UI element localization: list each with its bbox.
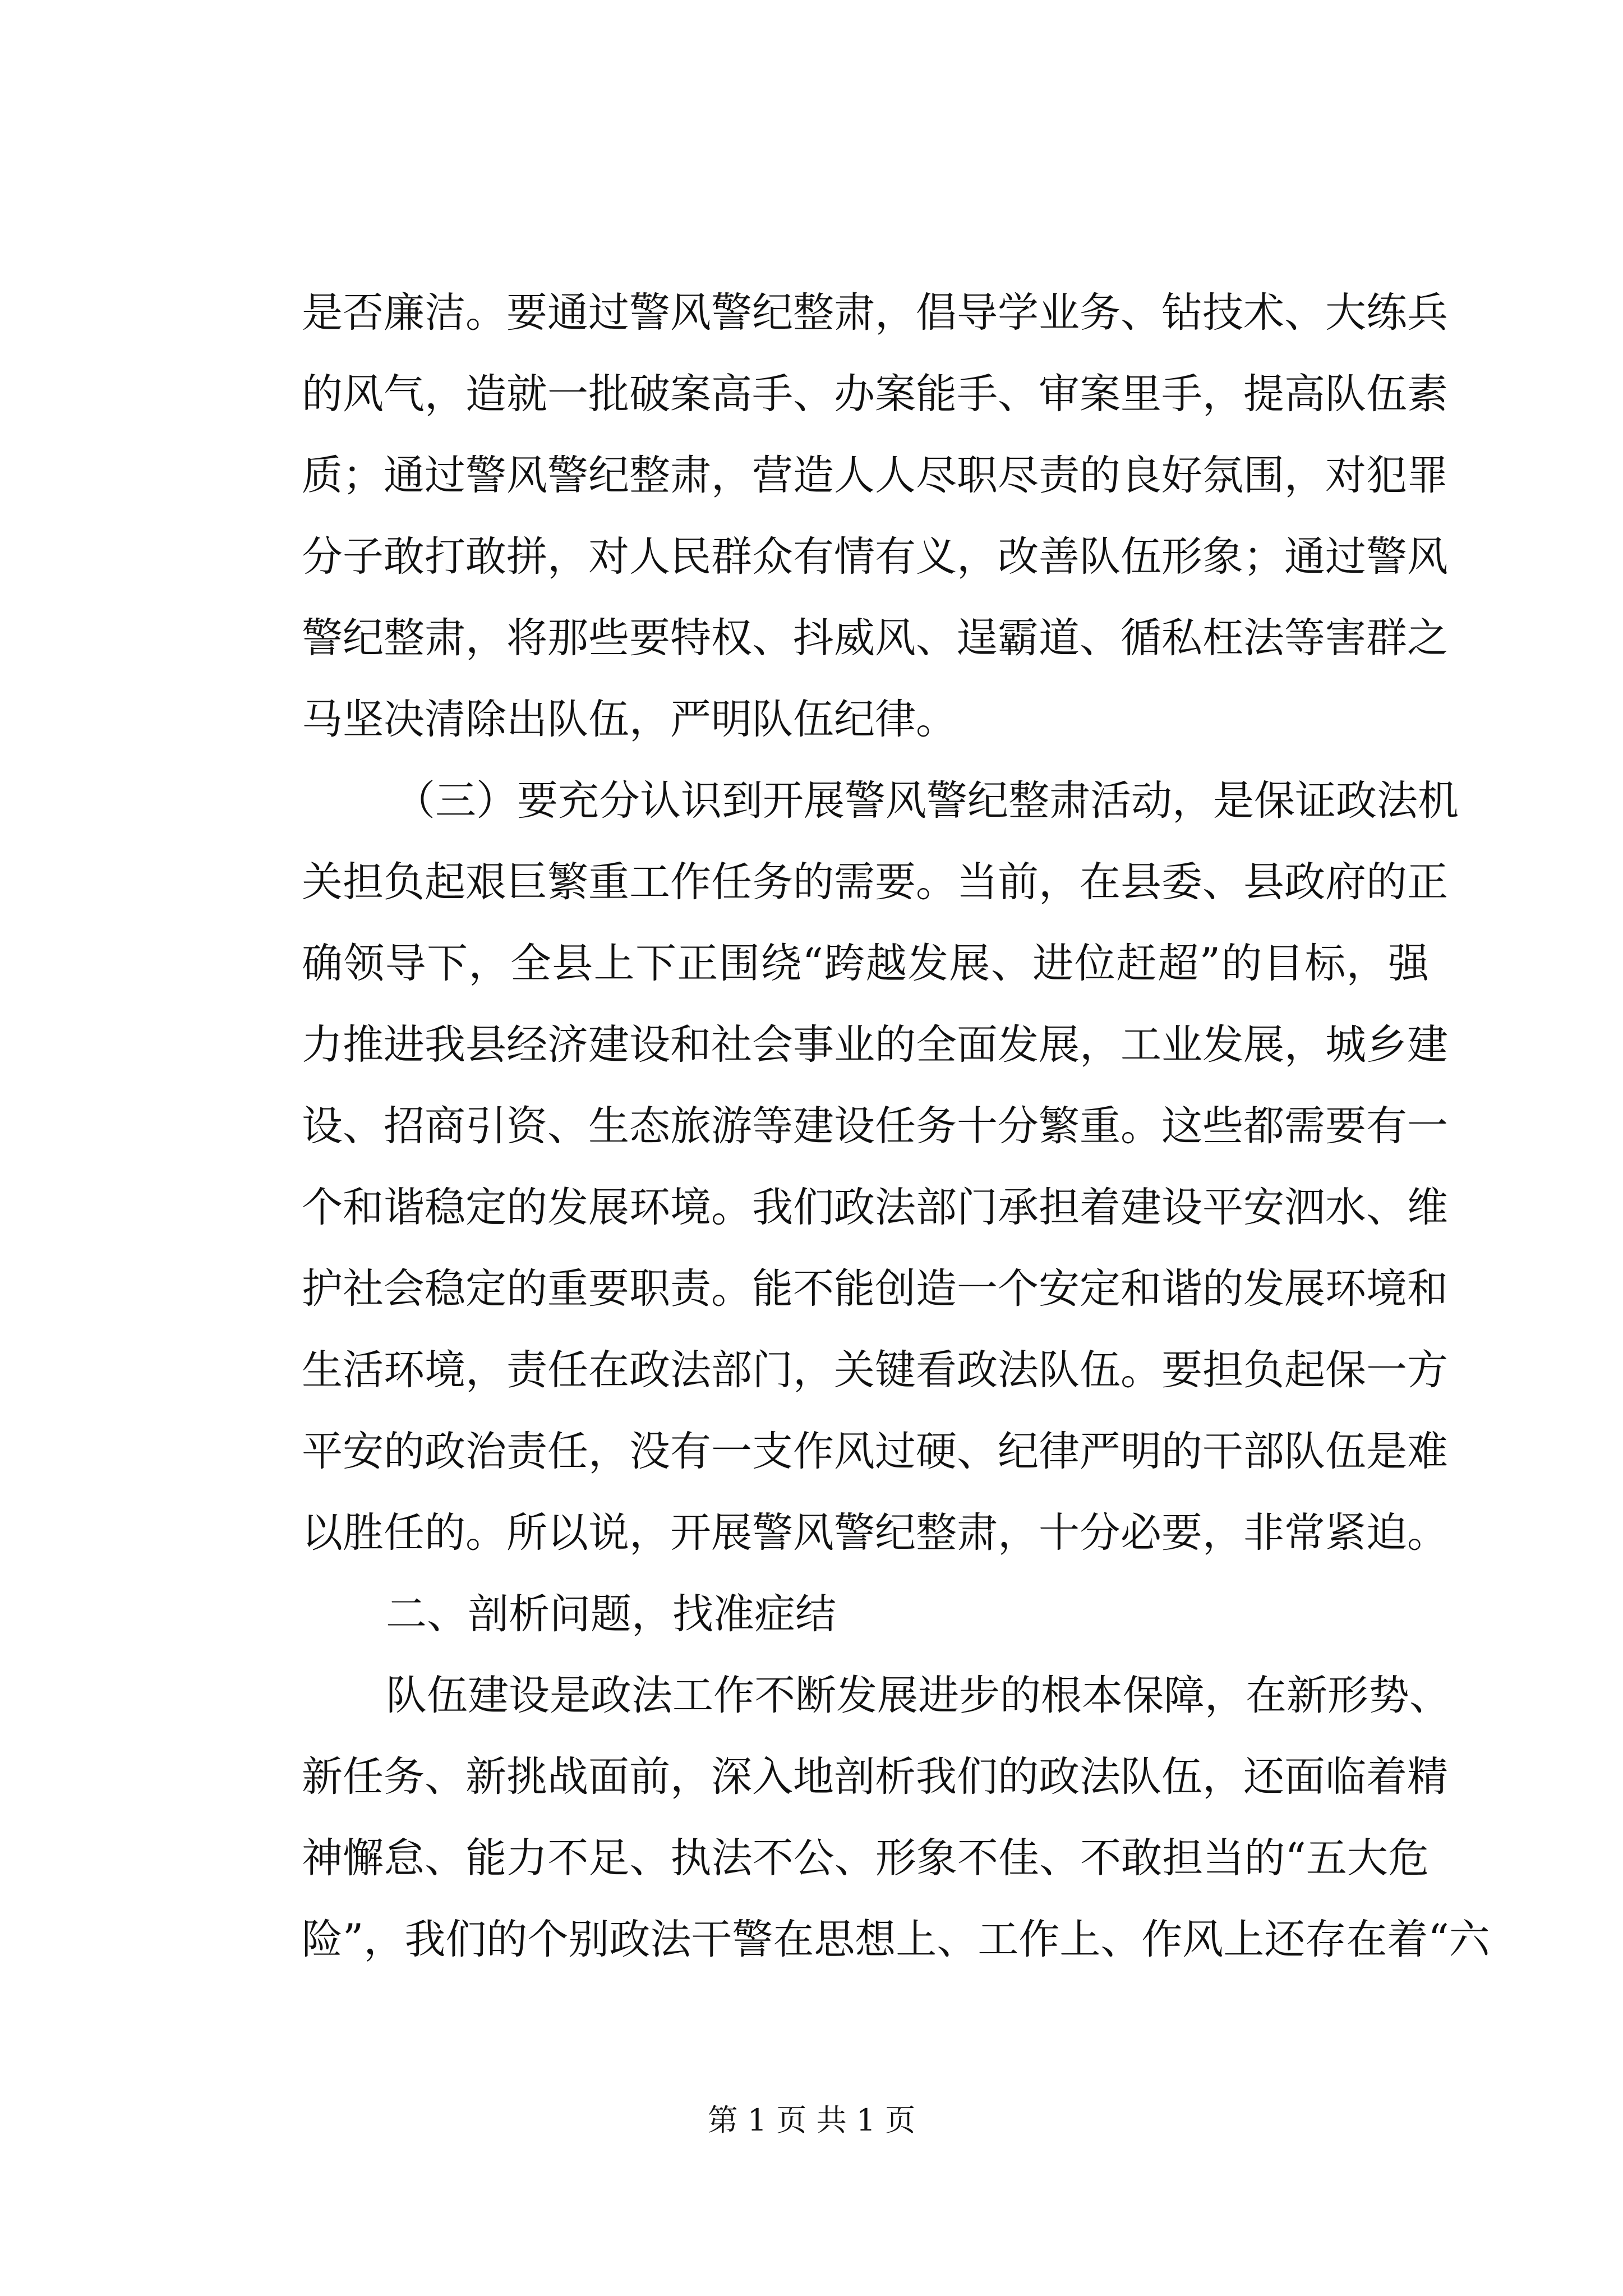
text-line: 的风气，造就一批破案高手、办案能手、审案里手，提高队伍素	[302, 370, 1448, 418]
text-line: 神懈怠、能力不足、执法不公、形象不佳、不敢担当的“五大危	[302, 1834, 1429, 1882]
document-body	[302, 272, 1490, 1980]
text-line: 关担负起艰巨繁重工作任务的需要。当前，在县委、县政府的正	[302, 858, 1448, 906]
text-line: 护社会稳定的重要职责。能不能创造一个安定和谐的发展环境和	[302, 1265, 1448, 1313]
text-line: 力推进我县经济建设和社会事业的全面发展，工业发展，城乡建	[302, 1021, 1448, 1069]
text-line: 警纪整肃，将那些要特权、抖威风、逞霸道、循私枉法等害群之	[302, 614, 1448, 662]
text-line: 平安的政治责任，没有一支作风过硬、纪律严明的干部队伍是难	[302, 1428, 1448, 1475]
text-line: 个和谐稳定的发展环境。我们政法部门承担着建设平安泗水、维	[302, 1184, 1448, 1231]
text-line: （三）要充分认识到开展警风警纪整肃活动，是保证政法机	[394, 777, 1459, 825]
text-line: 险”，我们的个别政法干警在思想上、工作上、作风上还存在着“六	[302, 1916, 1490, 1963]
text-line: 新任务、新挑战面前，深入地剖析我们的政法队伍，还面临着精	[302, 1753, 1448, 1801]
text-line: 质；通过警风警纪整肃，营造人人尽职尽责的良好氛围，对犯罪	[302, 452, 1448, 499]
text-line: 是否廉洁。要通过警风警纪整肃，倡导学业务、钻技术、大练兵	[302, 289, 1448, 337]
text-line: 分子敢打敢拼，对人民群众有情有义，改善队伍形象；通过警风	[302, 533, 1448, 581]
text-line: 设、招商引资、生态旅游等建设任务十分繁重。这些都需要有一	[302, 1102, 1448, 1150]
text-line: 生活环境，责任在政法部门，关键看政法队伍。要担负起保一方	[302, 1346, 1448, 1394]
text-line: 队伍建设是政法工作不断发展进步的根本保障，在新形势、	[386, 1672, 1450, 1719]
text-line: 马坚决清除出队伍，严明队伍纪律。	[302, 696, 957, 743]
text-line: 确领导下，全县上下正围绕“跨越发展、进位赶超”的目标，强	[302, 940, 1429, 987]
section-heading: 二、剖析问题，找准症结	[386, 1590, 836, 1638]
page-footer: 第 1 页 共 1 页	[707, 2102, 916, 2138]
text-line: 以胜任的。所以说，开展警风警纪整肃，十分必要，非常紧迫。	[302, 1509, 1448, 1557]
